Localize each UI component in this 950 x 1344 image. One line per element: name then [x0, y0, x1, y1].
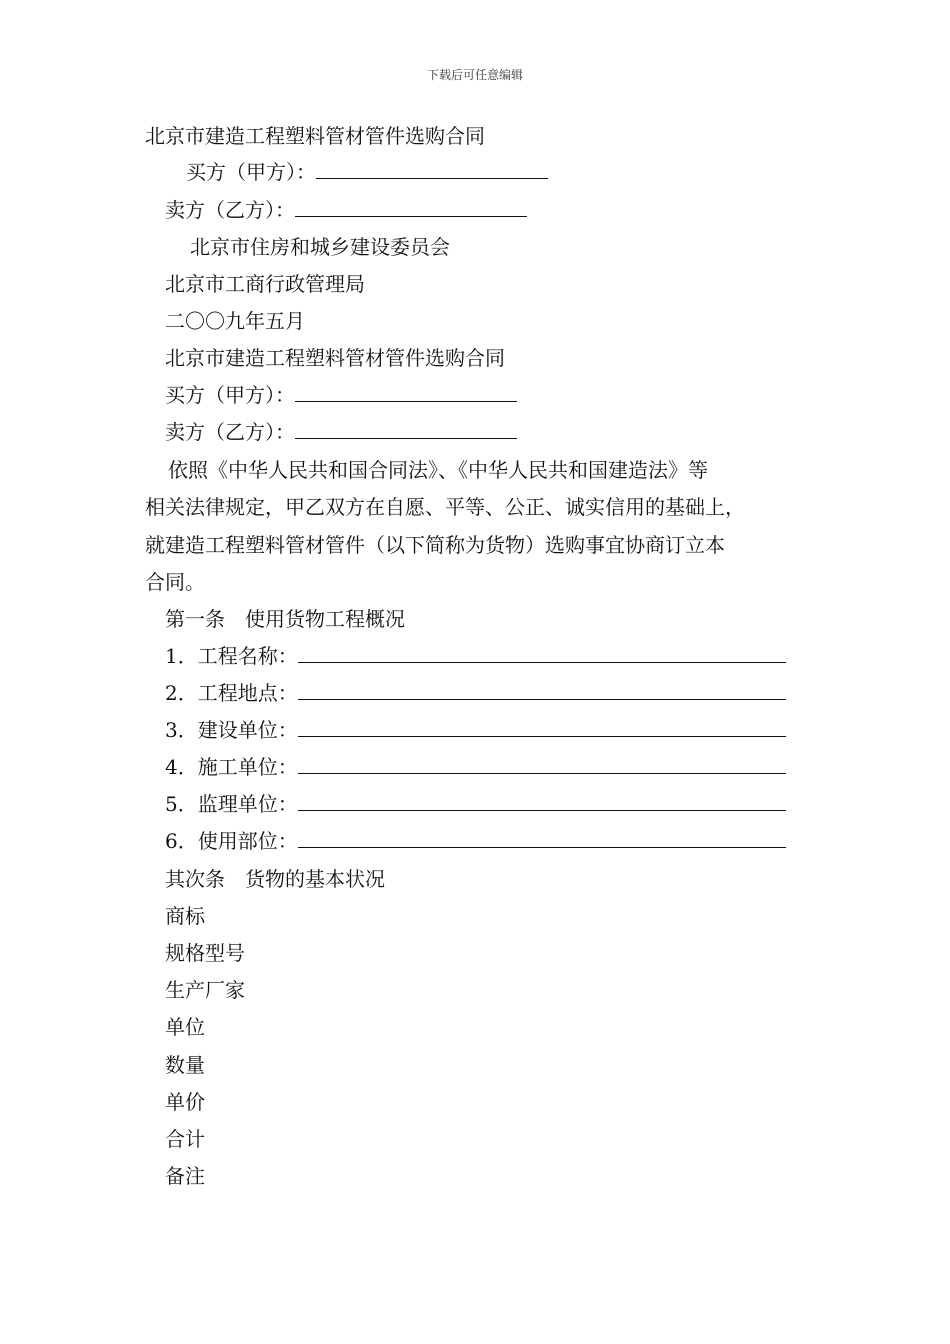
goods-field-unit: 单位 — [165, 1015, 205, 1039]
cover-buyer-blank[interactable] — [316, 160, 548, 179]
usage-part-blank[interactable] — [298, 829, 786, 848]
cover-date: 二〇〇九年五月 — [165, 309, 305, 333]
project-field-row — [165, 792, 786, 816]
contractor-unit-label: 4．施工单位： — [165, 755, 298, 779]
project-field-row — [165, 829, 786, 853]
project-field-row — [165, 718, 786, 742]
contract-seller-line — [165, 420, 517, 444]
cover-buyer-label: 买方（甲方）： — [186, 160, 316, 184]
supervisor-unit-label: 5．监理单位： — [165, 792, 298, 816]
cover-buyer-line — [186, 160, 548, 184]
cover-seller-line — [165, 198, 527, 222]
goods-field-manufacturer: 生产厂家 — [165, 978, 245, 1002]
intro-line-2: 相关法律规定，甲乙双方在自愿、平等、公正、诚实信用的基础上， — [145, 495, 745, 519]
goods-field-remarks: 备注 — [165, 1164, 205, 1188]
intro-line-3: 就建造工程塑料管材管件（以下简称为货物）选购事宜协商订立本 — [145, 533, 725, 557]
goods-field-quantity: 数量 — [165, 1053, 205, 1077]
goods-field-unit-price: 单价 — [165, 1090, 205, 1114]
cover-seller-label: 卖方（乙方）： — [165, 198, 295, 222]
project-site-blank[interactable] — [298, 681, 786, 700]
contract-buyer-blank[interactable] — [295, 383, 517, 402]
usage-part-label: 6．使用部位： — [165, 829, 298, 853]
project-field-row — [165, 644, 786, 668]
supervisor-unit-blank[interactable] — [298, 792, 786, 811]
article-2-heading: 其次条 货物的基本状况 — [165, 867, 385, 891]
project-field-row — [165, 681, 786, 705]
cover-issuer-1: 北京市住房和城乡建设委员会 — [190, 235, 450, 259]
contract-title: 北京市建造工程塑料管材管件选购合同 — [165, 346, 505, 370]
contractor-unit-blank[interactable] — [298, 755, 786, 774]
project-field-row — [165, 755, 786, 779]
goods-field-total: 合计 — [165, 1127, 205, 1151]
intro-line-4: 合同。 — [145, 570, 205, 594]
project-name-blank[interactable] — [298, 644, 786, 663]
contract-buyer-label: 买方（甲方）： — [165, 383, 295, 407]
page-header: 下载后可任意编辑 — [426, 68, 523, 82]
project-name-label: 1．工程名称： — [165, 644, 298, 668]
cover-issuer-2: 北京市工商行政管理局 — [165, 272, 365, 296]
goods-field-trademark: 商标 — [165, 904, 205, 928]
project-site-label: 2．工程地点： — [165, 681, 298, 705]
owner-unit-label: 3．建设单位： — [165, 718, 298, 742]
contract-buyer-line — [165, 383, 517, 407]
contract-seller-blank[interactable] — [295, 420, 517, 439]
owner-unit-blank[interactable] — [298, 718, 786, 737]
cover-title: 北京市建造工程塑料管材管件选购合同 — [145, 124, 485, 148]
cover-seller-blank[interactable] — [295, 198, 527, 217]
article-1-heading: 第一条 使用货物工程概况 — [165, 607, 405, 631]
contract-seller-label: 卖方（乙方）： — [165, 420, 295, 444]
goods-field-spec: 规格型号 — [165, 941, 245, 965]
intro-line-1: 依照《中华人民共和国合同法》、《中华人民共和国建造法》等 — [168, 458, 708, 482]
